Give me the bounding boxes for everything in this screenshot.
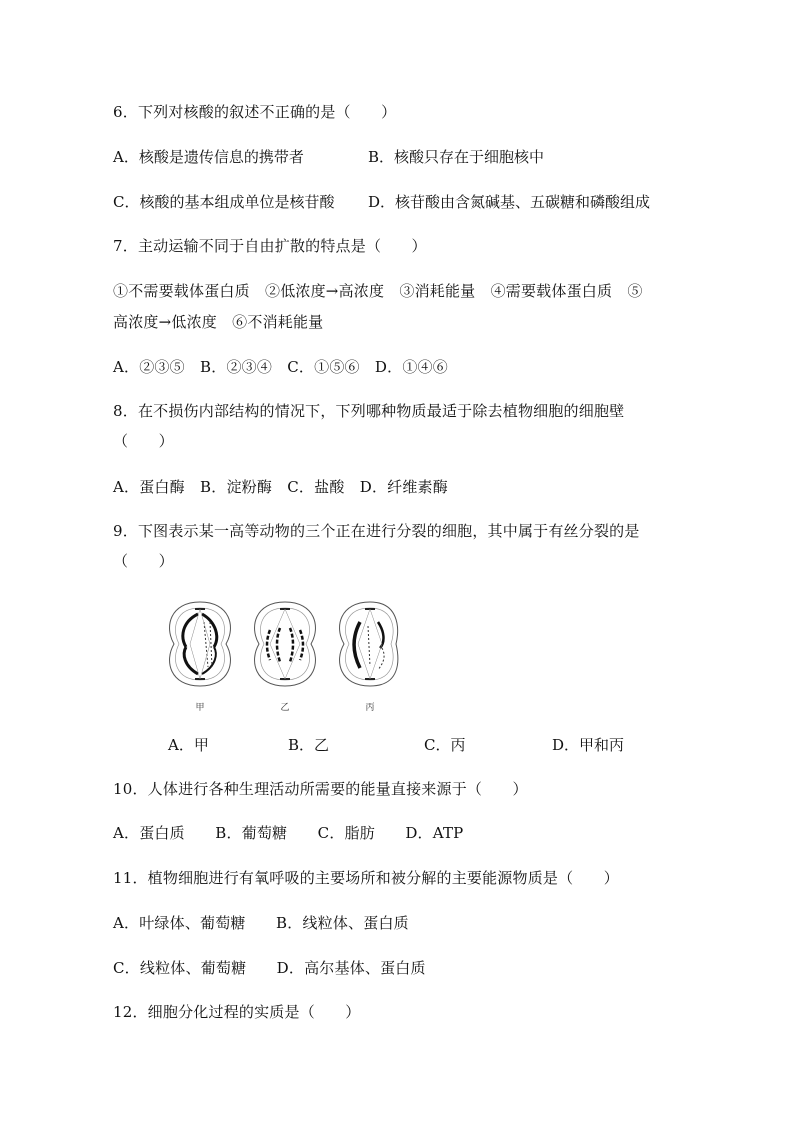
figure-label-jia: 甲 [195,703,205,713]
question-6-option-d: D．核苷酸由含氮碱基、五碳糖和磷酸组成 [368,193,651,211]
question-9-option-c: C．丙 [424,736,466,754]
question-6-option-b: B．核酸只存在于细胞核中 [368,148,545,166]
question-9-stem-line-2: （ ） [113,552,174,570]
question-8-stem-line-2: （ ） [113,432,174,450]
question-11-stem: 11．植物细胞进行有氧呼吸的主要场所和被分解的主要能源物质是（ ） [113,869,619,887]
question-8-options: A．蛋白酶 B．淀粉酶 C．盐酸 D．纤维素酶 [113,478,448,496]
question-11-options-ab: A．叶绿体、葡萄糖 B．线粒体、蛋白质 [113,914,409,932]
question-9-option-a: A．甲 [168,736,209,754]
question-7-options: A．②③⑤ B．②③④ C．①⑤⑥ D．①④⑥ [113,358,448,376]
question-9-option-b: B．乙 [288,736,330,754]
question-7-list-line-1: ①不需要载体蛋白质 ②低浓度→高浓度 ③消耗能量 ④需要载体蛋白质 ⑤ [113,282,643,300]
question-8-stem-line-1: 8．在不损伤内部结构的情况下，下列哪种物质最适于除去植物细胞的细胞壁 [113,402,625,420]
question-6-option-a: A．核酸是遗传信息的携带者 [113,148,304,166]
cell-bing-diagram [340,602,398,686]
question-10-options: A．蛋白质 B．葡萄糖 C．脂肪 D．ATP [113,824,464,842]
question-11-options-cd: C．线粒体、葡萄糖 D．高尔基体、蛋白质 [113,959,426,977]
question-6-option-c: C．核酸的基本组成单位是核苷酸 [113,193,335,211]
question-7-stem: 7．主动运输不同于自由扩散的特点是（ ） [113,237,427,255]
question-10-stem: 10．人体进行各种生理活动所需要的能量直接来源于（ ） [113,780,528,798]
cell-division-figure [160,592,400,722]
question-9-stem-line-1: 9．下图表示某一高等动物的三个正在进行分裂的细胞，其中属于有丝分裂的是 [113,522,640,540]
figure-label-yi: 乙 [280,703,290,713]
question-6-stem: 6．下列对核酸的叙述不正确的是（ ） [113,103,397,121]
cell-yi-diagram [255,602,316,686]
question-12-stem: 12．细胞分化过程的实质是（ ） [113,1003,361,1021]
cell-jia-diagram [170,602,231,686]
question-7-list-line-2: 高浓度→低浓度 ⑥不消耗能量 [113,313,324,331]
question-9-option-d: D．甲和丙 [552,736,625,754]
figure-label-bing: 丙 [365,703,375,713]
